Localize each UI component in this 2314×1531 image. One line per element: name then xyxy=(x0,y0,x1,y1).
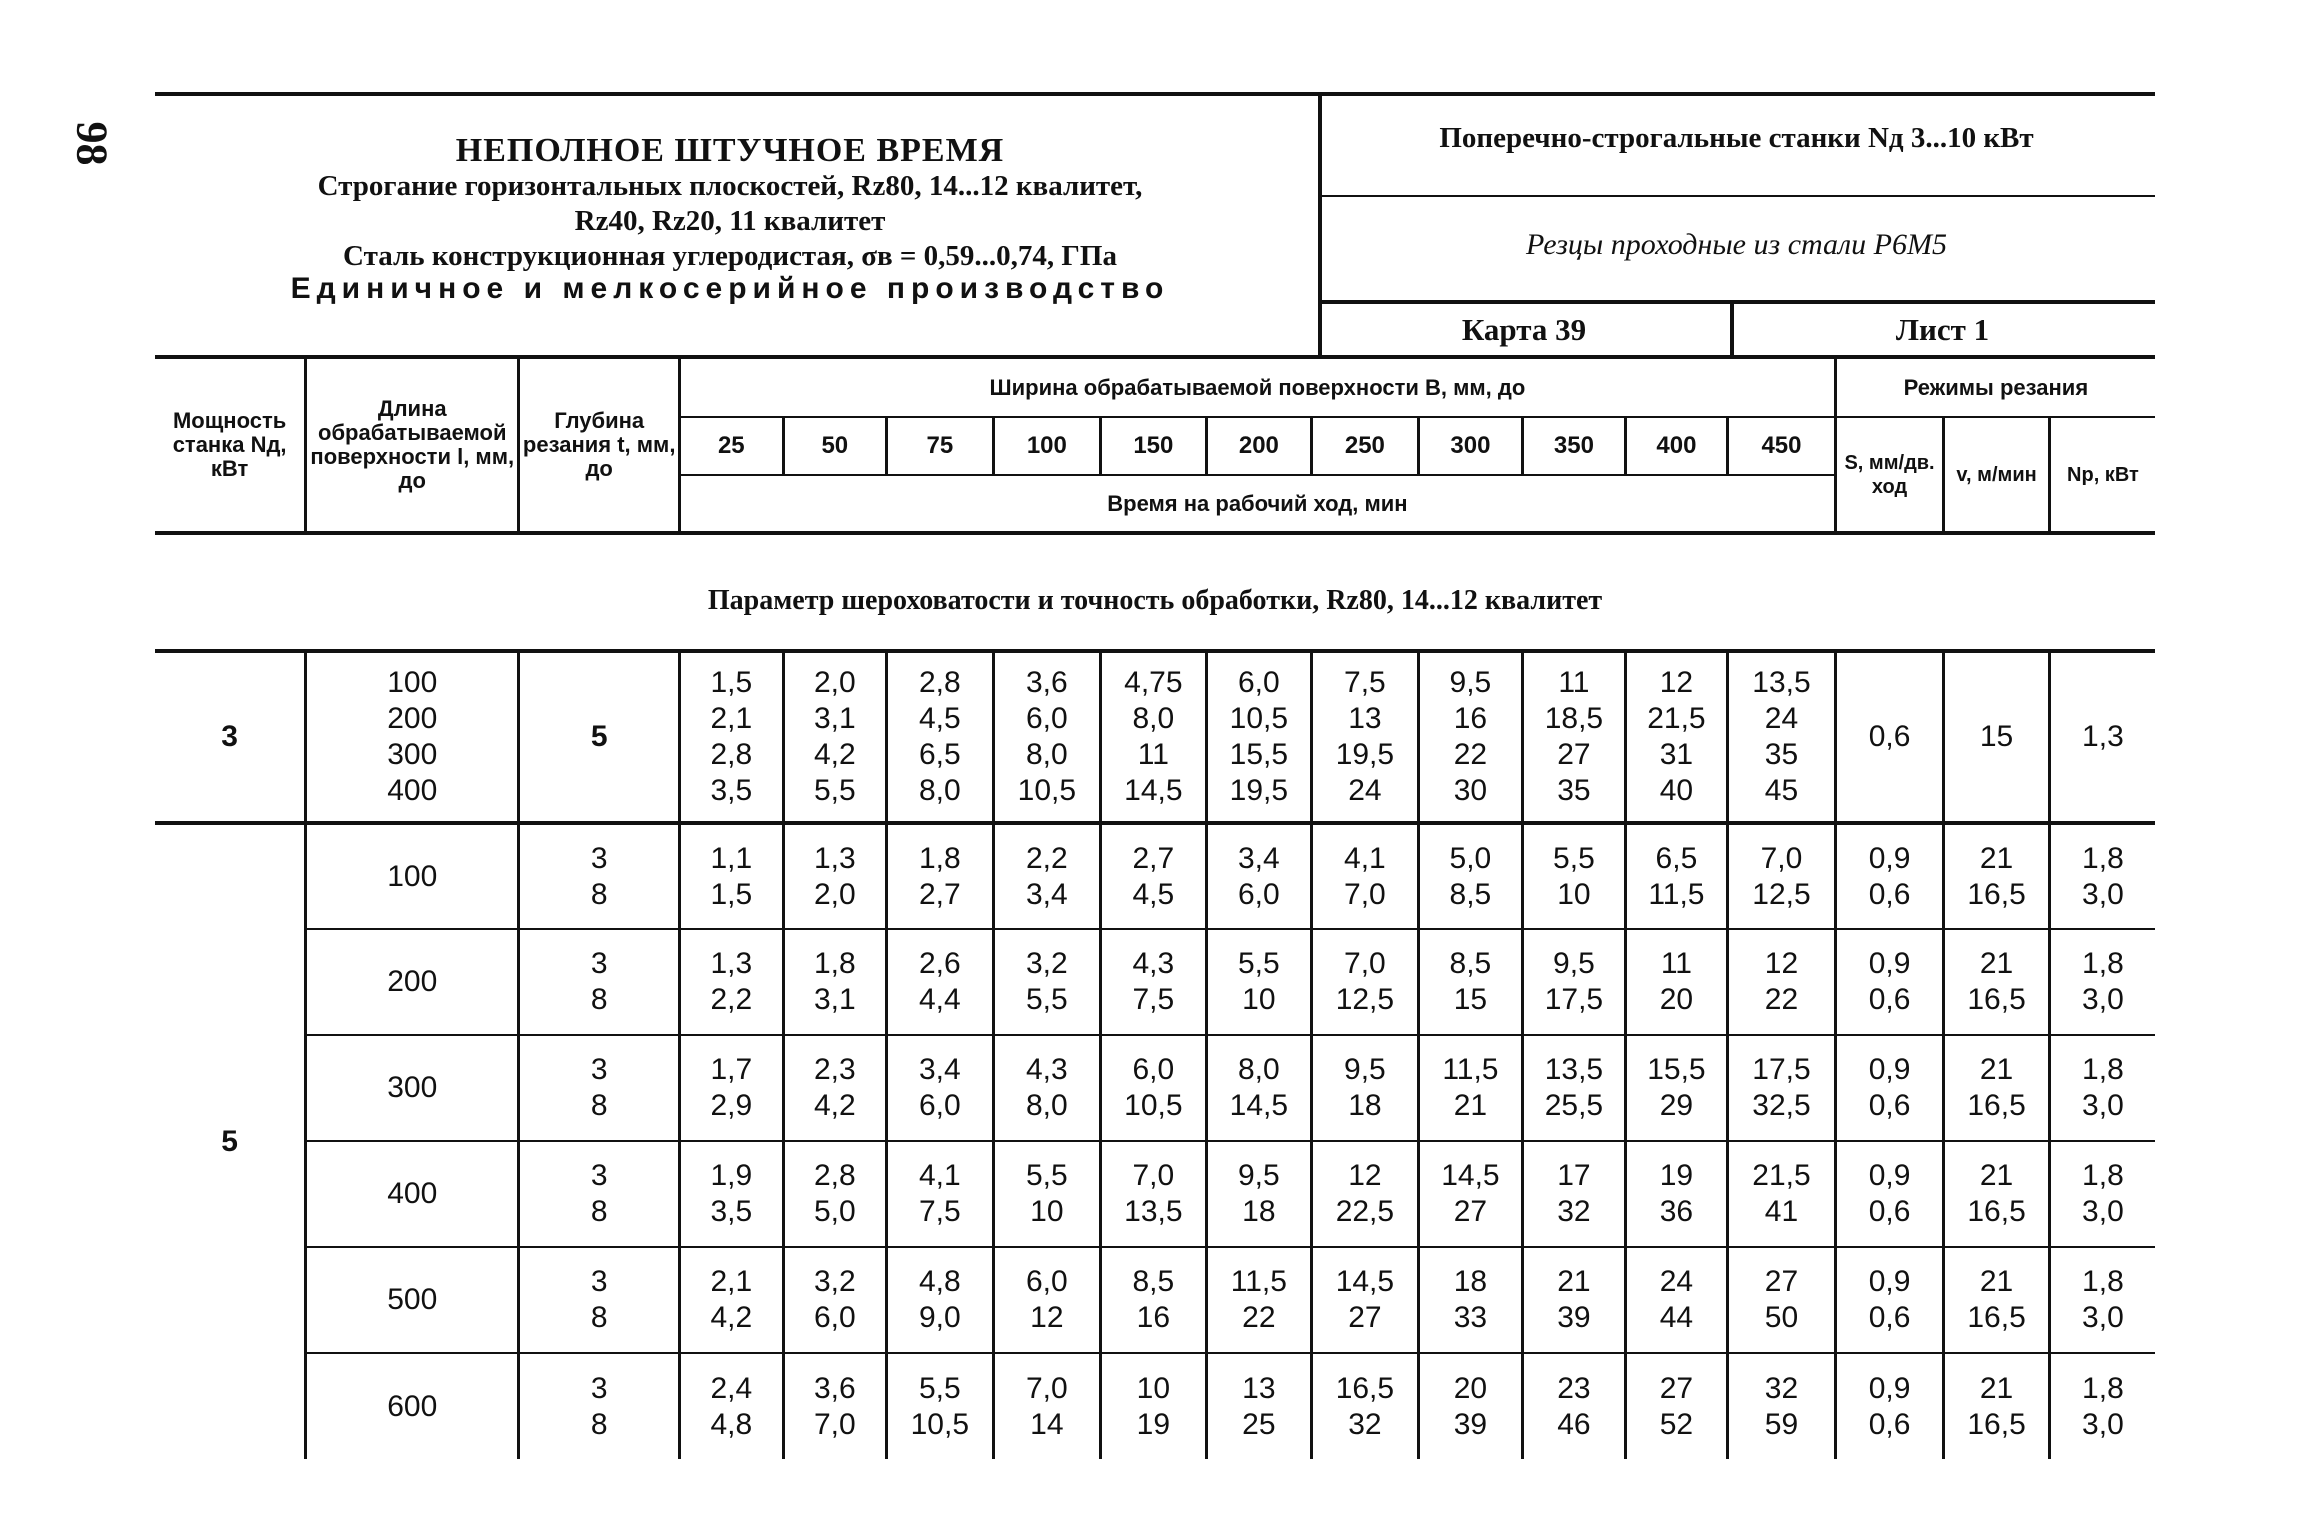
block1-s: 0,6 xyxy=(1835,651,1944,823)
row-time-100: 3,2 5,5 xyxy=(993,929,1101,1035)
row-time-350: 23 46 xyxy=(1523,1353,1626,1459)
row-time-300: 8,5 15 xyxy=(1418,929,1523,1035)
row-length: 200 xyxy=(306,929,519,1035)
row-v: 21 16,5 xyxy=(1944,1035,2050,1141)
row-v: 21 16,5 xyxy=(1944,929,2050,1035)
row-np: 1,8 3,0 xyxy=(2049,1247,2155,1353)
row-time-400: 24 44 xyxy=(1625,1247,1728,1353)
row-time-50: 1,3 2,0 xyxy=(783,823,887,929)
row-time-75: 4,1 7,5 xyxy=(887,1141,994,1247)
table-row xyxy=(155,1141,2155,1247)
data-table xyxy=(155,355,2155,1459)
row-time-50: 3,6 7,0 xyxy=(783,1353,887,1459)
row-s: 0,9 0,6 xyxy=(1835,823,1944,929)
row-time-50: 1,8 3,1 xyxy=(783,929,887,1035)
width-25: 25 xyxy=(680,417,784,475)
col-s: S, мм/дв. ход xyxy=(1835,417,1944,533)
doc-subtitle-1: Строгание горизонтальных плоскостей, Rz80, 14...12 квалитет, xyxy=(317,170,1143,202)
row-time-300: 14,5 27 xyxy=(1418,1141,1523,1247)
block1-time-50: 2,0 3,1 4,2 5,5 xyxy=(783,651,887,823)
row-time-350: 9,5 17,5 xyxy=(1523,929,1626,1035)
block1-time-450: 13,5 24 35 45 xyxy=(1728,651,1836,823)
time-label: Время на рабочий ход, мин xyxy=(680,475,1836,533)
row-time-150: 6,0 10,5 xyxy=(1101,1035,1207,1141)
block1-power: 3 xyxy=(155,651,306,823)
row-time-200: 13 25 xyxy=(1206,1353,1312,1459)
row-time-450: 21,5 41 xyxy=(1728,1141,1836,1247)
table-row xyxy=(155,1247,2155,1353)
row-time-50: 3,2 6,0 xyxy=(783,1247,887,1353)
row-time-200: 5,5 10 xyxy=(1206,929,1312,1035)
row-time-250: 4,1 7,0 xyxy=(1312,823,1419,929)
row-length: 600 xyxy=(306,1353,519,1459)
row-time-350: 13,5 25,5 xyxy=(1523,1035,1626,1141)
row-depth: 3 8 xyxy=(519,1353,680,1459)
col-power: Мощность станка Nд, кВт xyxy=(155,357,306,533)
row-np: 1,8 3,0 xyxy=(2049,1353,2155,1459)
row-time-25: 1,3 2,2 xyxy=(680,929,784,1035)
block1-time-75: 2,8 4,5 6,5 8,0 xyxy=(887,651,994,823)
row-time-400: 11 20 xyxy=(1625,929,1728,1035)
row-time-300: 18 33 xyxy=(1418,1247,1523,1353)
row-time-100: 4,3 8,0 xyxy=(993,1035,1101,1141)
sheet-number: Лист 1 xyxy=(1895,312,1990,347)
row-time-400: 27 52 xyxy=(1625,1353,1728,1459)
block2-body xyxy=(155,823,2155,1459)
row-time-200: 9,5 18 xyxy=(1206,1141,1312,1247)
row-time-400: 6,5 11,5 xyxy=(1625,823,1728,929)
machine-type: Поперечно-строгальные станки Nд 3...10 кВт xyxy=(1439,122,2034,154)
block1-time-350: 11 18,5 27 35 xyxy=(1523,651,1626,823)
col-modes-group: Режимы резания xyxy=(1835,357,2155,417)
row-s: 0,9 0,6 xyxy=(1835,1035,1944,1141)
row-time-450: 17,5 32,5 xyxy=(1728,1035,1836,1141)
row-time-25: 1,9 3,5 xyxy=(680,1141,784,1247)
block1-depth: 5 xyxy=(519,651,680,823)
table-row-block1 xyxy=(155,651,2155,823)
row-np: 1,8 3,0 xyxy=(2049,1035,2155,1141)
row-time-25: 1,7 2,9 xyxy=(680,1035,784,1141)
block1-time-150: 4,75 8,0 11 14,5 xyxy=(1101,651,1207,823)
width-400: 400 xyxy=(1625,417,1728,475)
width-450: 450 xyxy=(1728,417,1836,475)
row-time-350: 21 39 xyxy=(1523,1247,1626,1353)
width-50: 50 xyxy=(783,417,887,475)
width-100: 100 xyxy=(993,417,1101,475)
width-300: 300 xyxy=(1418,417,1523,475)
row-depth: 3 8 xyxy=(519,1247,680,1353)
row-time-150: 4,3 7,5 xyxy=(1101,929,1207,1035)
row-np: 1,8 3,0 xyxy=(2049,929,2155,1035)
row-v: 21 16,5 xyxy=(1944,1141,2050,1247)
row-time-300: 5,0 8,5 xyxy=(1418,823,1523,929)
row-np: 1,8 3,0 xyxy=(2049,1141,2155,1247)
width-150: 150 xyxy=(1101,417,1207,475)
row-time-50: 2,3 4,2 xyxy=(783,1035,887,1141)
row-time-450: 12 22 xyxy=(1728,929,1836,1035)
doc-title: НЕПОЛНОЕ ШТУЧНОЕ ВРЕМЯ xyxy=(455,132,1005,169)
row-time-75: 5,5 10,5 xyxy=(887,1353,994,1459)
row-time-100: 2,2 3,4 xyxy=(993,823,1101,929)
table-row xyxy=(155,1353,2155,1459)
header-top-rule xyxy=(155,92,2155,96)
col-width-group: Ширина обрабатываемой поверхности B, мм, до xyxy=(680,357,1836,417)
block1-time-250: 7,5 13 19,5 24 xyxy=(1312,651,1419,823)
row-time-75: 3,4 6,0 xyxy=(887,1035,994,1141)
row-time-450: 7,0 12,5 xyxy=(1728,823,1836,929)
header-rule-2 xyxy=(1318,300,2155,304)
row-length: 400 xyxy=(306,1141,519,1247)
table-row xyxy=(155,823,2155,929)
row-time-150: 10 19 xyxy=(1101,1353,1207,1459)
row-s: 0,9 0,6 xyxy=(1835,1353,1944,1459)
block1-time-200: 6,0 10,5 15,5 19,5 xyxy=(1206,651,1312,823)
row-time-350: 17 32 xyxy=(1523,1141,1626,1247)
block2-power: 5 xyxy=(155,823,306,1459)
row-depth: 3 8 xyxy=(519,1141,680,1247)
doc-material: Сталь конструкционная углеродистая, σв = 0,59...0,74, ГПа xyxy=(343,240,1117,272)
row-time-200: 8,0 14,5 xyxy=(1206,1035,1312,1141)
row-depth: 3 8 xyxy=(519,823,680,929)
row-time-400: 15,5 29 xyxy=(1625,1035,1728,1141)
row-s: 0,9 0,6 xyxy=(1835,929,1944,1035)
row-v: 21 16,5 xyxy=(1944,1247,2050,1353)
row-time-250: 12 22,5 xyxy=(1312,1141,1419,1247)
width-350: 350 xyxy=(1523,417,1626,475)
section-caption: Параметр шероховатости и точность обработки, Rz80, 14...12 квалитет xyxy=(707,585,1603,616)
row-time-350: 5,5 10 xyxy=(1523,823,1626,929)
block1-time-100: 3,6 6,0 8,0 10,5 xyxy=(993,651,1101,823)
block1-time-400: 12 21,5 31 40 xyxy=(1625,651,1728,823)
row-time-250: 16,5 32 xyxy=(1312,1353,1419,1459)
block1-np: 1,3 xyxy=(2049,651,2155,823)
col-depth: Глубина резания t, мм, до xyxy=(519,357,680,533)
col-length: Длина обрабатываемой поверхности l, мм, до xyxy=(306,357,519,533)
row-time-150: 7,0 13,5 xyxy=(1101,1141,1207,1247)
row-time-400: 19 36 xyxy=(1625,1141,1728,1247)
page-number: 98 xyxy=(67,121,117,166)
row-time-200: 11,5 22 xyxy=(1206,1247,1312,1353)
row-length: 100 xyxy=(306,823,519,929)
row-time-250: 7,0 12,5 xyxy=(1312,929,1419,1035)
row-depth: 3 8 xyxy=(519,1035,680,1141)
row-time-25: 1,1 1,5 xyxy=(680,823,784,929)
row-time-100: 5,5 10 xyxy=(993,1141,1101,1247)
row-time-450: 32 59 xyxy=(1728,1353,1836,1459)
row-time-150: 2,7 4,5 xyxy=(1101,823,1207,929)
block1-lengths: 100 200 300 400 xyxy=(306,651,519,823)
row-time-75: 2,6 4,4 xyxy=(887,929,994,1035)
row-time-250: 9,5 18 xyxy=(1312,1035,1419,1141)
col-v: v, м/мин xyxy=(1944,417,2050,533)
row-np: 1,8 3,0 xyxy=(2049,823,2155,929)
row-time-75: 4,8 9,0 xyxy=(887,1247,994,1353)
row-length: 500 xyxy=(306,1247,519,1353)
block1-v: 15 xyxy=(1944,651,2050,823)
card-number: Карта 39 xyxy=(1461,312,1587,347)
row-time-450: 27 50 xyxy=(1728,1247,1836,1353)
doc-subtitle-2: Rz40, Rz20, 11 квалитет xyxy=(574,205,886,237)
block1-time-25: 1,5 2,1 2,8 3,5 xyxy=(680,651,784,823)
header-rule-1 xyxy=(1318,195,2155,197)
row-s: 0,9 0,6 xyxy=(1835,1141,1944,1247)
width-75: 75 xyxy=(887,417,994,475)
row-time-25: 2,1 4,2 xyxy=(680,1247,784,1353)
table-row xyxy=(155,1035,2155,1141)
row-time-100: 6,0 12 xyxy=(993,1247,1101,1353)
row-time-75: 1,8 2,7 xyxy=(887,823,994,929)
row-length: 300 xyxy=(306,1035,519,1141)
row-time-150: 8,5 16 xyxy=(1101,1247,1207,1353)
row-depth: 3 8 xyxy=(519,929,680,1035)
row-time-300: 11,5 21 xyxy=(1418,1035,1523,1141)
width-250: 250 xyxy=(1312,417,1419,475)
block1-time-300: 9,5 16 22 30 xyxy=(1418,651,1523,823)
table-row xyxy=(155,929,2155,1035)
row-v: 21 16,5 xyxy=(1944,823,2050,929)
tool-type: Резцы проходные из стали Р6М5 xyxy=(1526,228,1947,261)
row-time-100: 7,0 14 xyxy=(993,1353,1101,1459)
doc-production: Единичное и мелкосерийное производство xyxy=(290,272,1170,305)
row-s: 0,9 0,6 xyxy=(1835,1247,1944,1353)
row-time-250: 14,5 27 xyxy=(1312,1247,1419,1353)
width-200: 200 xyxy=(1206,417,1312,475)
row-time-200: 3,4 6,0 xyxy=(1206,823,1312,929)
row-time-50: 2,8 5,0 xyxy=(783,1141,887,1247)
row-time-300: 20 39 xyxy=(1418,1353,1523,1459)
col-np: Nр, кВт xyxy=(2049,417,2155,533)
row-v: 21 16,5 xyxy=(1944,1353,2050,1459)
row-time-25: 2,4 4,8 xyxy=(680,1353,784,1459)
